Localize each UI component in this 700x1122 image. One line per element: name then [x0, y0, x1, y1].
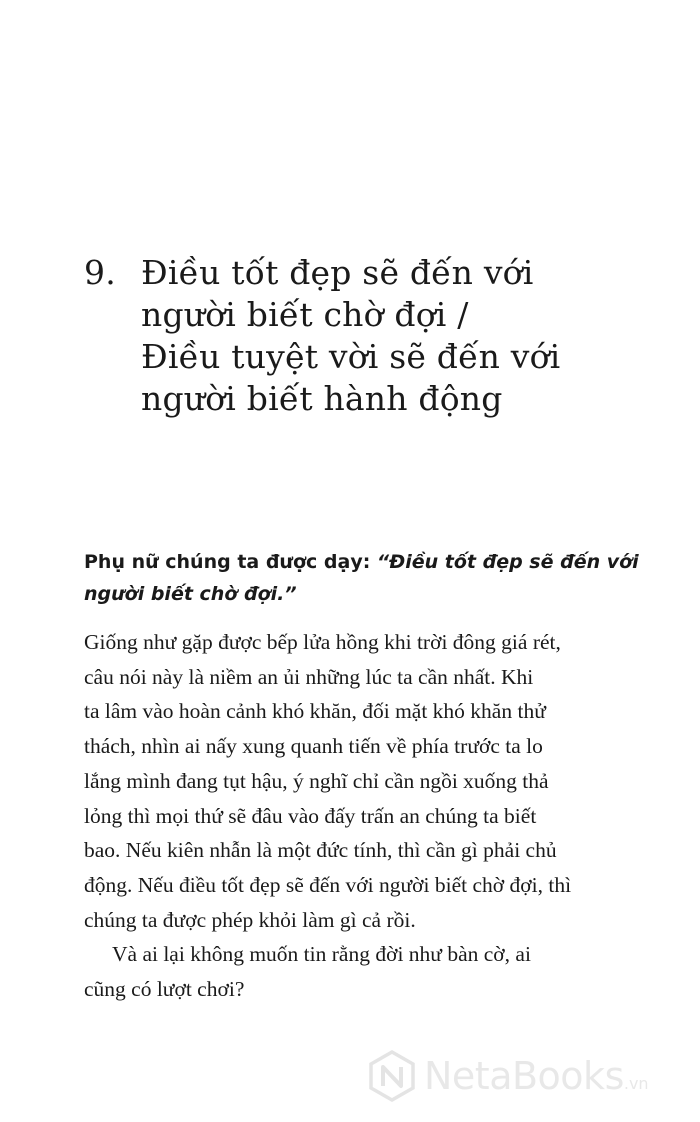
- watermark-brand: NetaBooks: [424, 1054, 624, 1098]
- body-line: Giống như gặp được bếp lửa hồng khi trời đông giá rét,: [84, 630, 561, 654]
- body-line: Và ai lại không muốn tin rằng đời như bàn cờ, ai: [112, 942, 531, 967]
- body-line: lỏng thì mọi thứ sẽ đâu vào đấy trấn an chúng ta biết: [84, 803, 537, 828]
- watermark-suffix: .vn: [623, 1074, 649, 1093]
- lead-intro: Phụ nữ chúng ta được dạy:: [84, 551, 377, 573]
- chapter-title-line: Điều tuyệt vời sẽ đến với: [141, 337, 561, 376]
- body-line: cũng có lượt chơi?: [84, 977, 245, 1002]
- chapter-heading: [84, 252, 644, 420]
- body-line: ta lâm vào hoàn cảnh khó khăn, đối mặt khó khăn thử: [84, 699, 546, 724]
- body-line: lắng mình đang tụt hậu, ý nghĩ chỉ cần ngồi xuống thả: [84, 768, 549, 793]
- lead-quote: “Điều tốt đẹp sẽ đến với: [376, 551, 639, 573]
- chapter-title-line: người biết chờ đợi /: [141, 295, 469, 334]
- lead-quote-line: người biết chờ đợi.”: [84, 583, 297, 605]
- body-text: [84, 625, 644, 1007]
- body-line: thách, nhìn ai nấy xung quanh tiến về phía trước ta lo: [84, 734, 543, 759]
- body-line: câu nói này là niềm an ủi những lúc ta cần nhất. Khi: [84, 664, 534, 689]
- body-line: bao. Nếu kiên nhẫn là một đức tính, thì cần gì phải chủ: [84, 838, 557, 863]
- chapter-number: 9.: [84, 253, 116, 292]
- lead-line: [84, 546, 644, 578]
- chapter-title: [141, 252, 644, 420]
- netabooks-logo-icon: [366, 1050, 418, 1102]
- netabooks-watermark: [366, 1046, 649, 1106]
- chapter-title-line: người biết hành động: [141, 379, 503, 418]
- watermark-text: [424, 1054, 649, 1098]
- body-line: chúng ta được phép khỏi làm gì cả rồi.: [84, 907, 416, 932]
- lead-paragraph: [84, 546, 644, 610]
- chapter-title-line: Điều tốt đẹp sẽ đến với: [141, 253, 534, 292]
- body-line: động. Nếu điều tốt đẹp sẽ đến với người biết chờ đợi, thì: [84, 872, 572, 897]
